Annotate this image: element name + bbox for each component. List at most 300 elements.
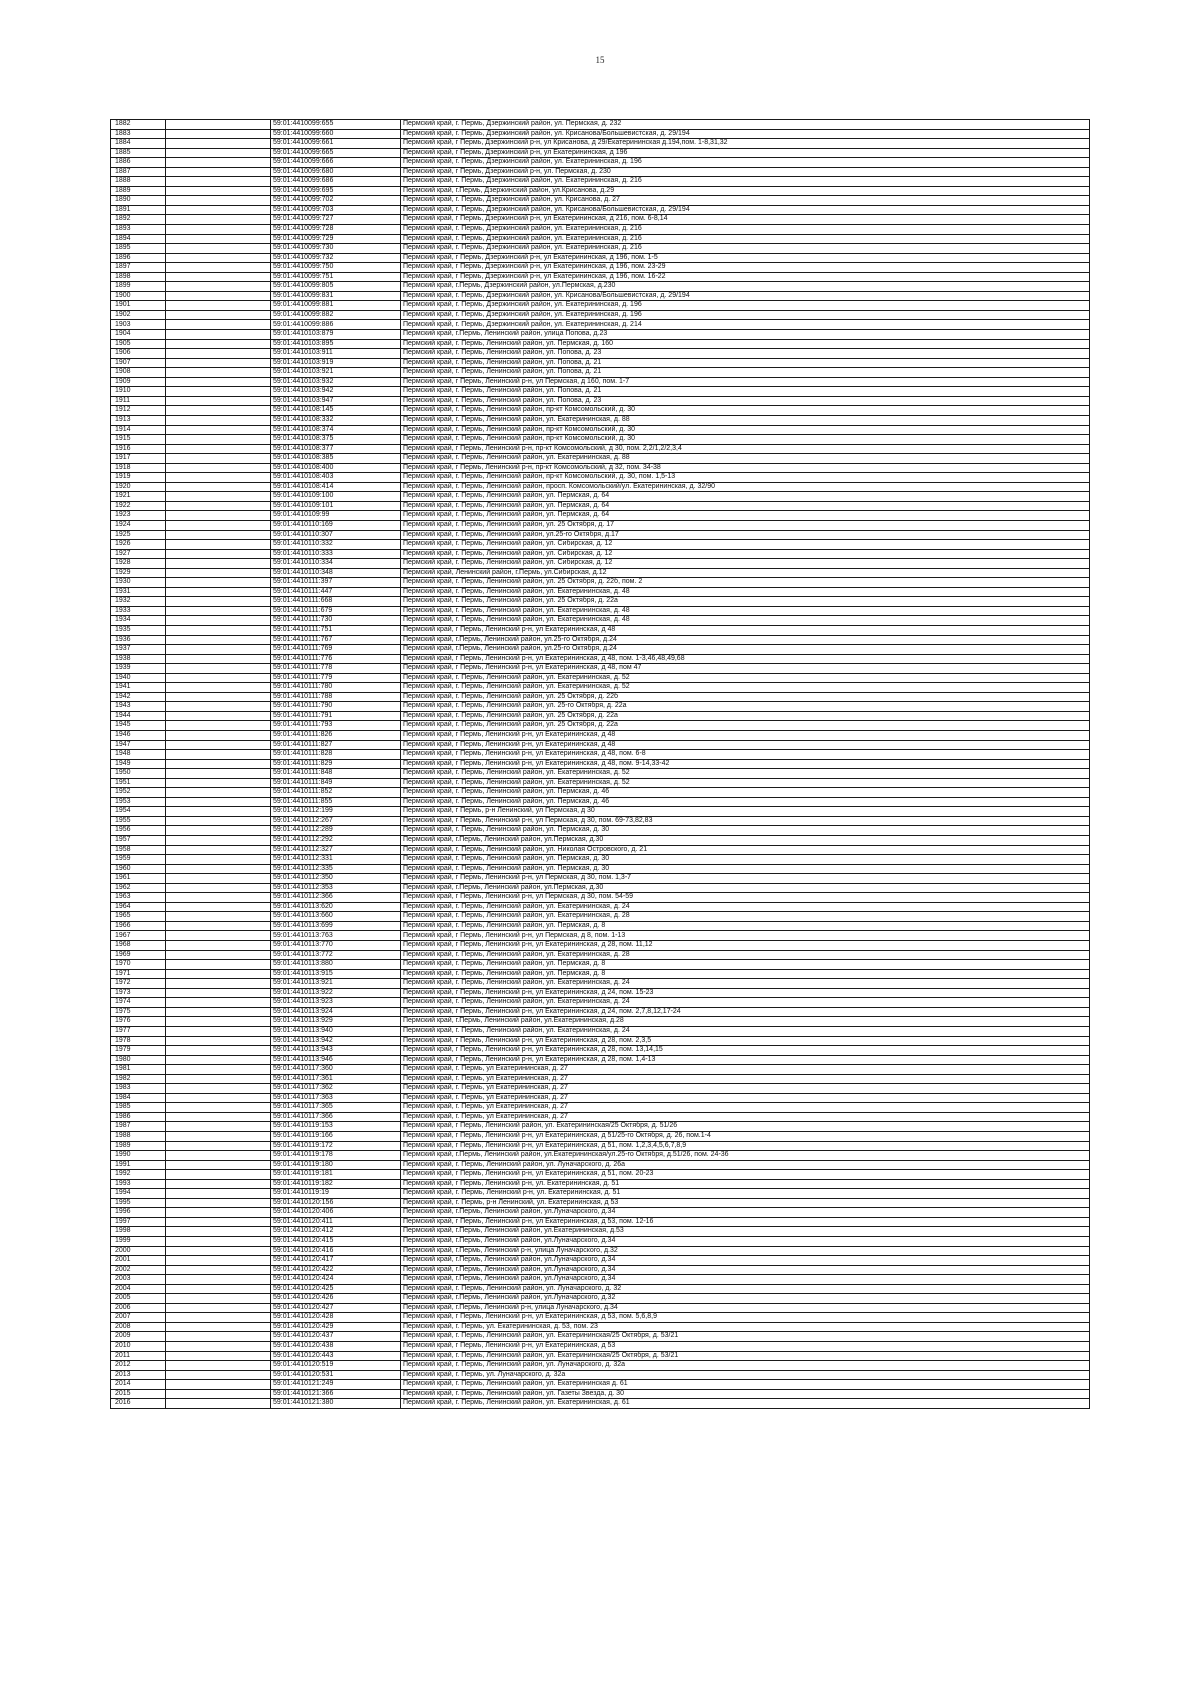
empty-cell [166, 1342, 271, 1352]
cadastral-number-cell: 59:01:4410120:415 [271, 1236, 401, 1246]
table-row [111, 444, 1090, 454]
empty-cell [166, 960, 271, 970]
row-number-cell: 1913 [111, 415, 166, 425]
row-number-cell: 1890 [111, 196, 166, 206]
cadastral-number-cell: 59:01:4410119:153 [271, 1122, 401, 1132]
address-cell: Пермский край, г. Пермь, Ленинский район, ул. Луначарского, д. 32а [401, 1361, 1090, 1371]
table-row [111, 234, 1090, 244]
address-cell: Пермский край, г Пермь, Дзержинский р-н, ул Крисанова, д 29/Екатерининская д.194,пом. 1-8,31,32 [401, 139, 1090, 149]
table-row [111, 339, 1090, 349]
cadastral-number-cell: 59:01:4410112:199 [271, 807, 401, 817]
address-cell: Пермский край, г. Пермь, Дзержинский район, ул. Крисанова/Большевистская, д. 29/194 [401, 291, 1090, 301]
cadastral-number-cell: 59:01:4410117:366 [271, 1112, 401, 1122]
cadastral-number-cell: 59:01:4410111:679 [271, 606, 401, 616]
address-cell: Пермский край, г. Пермь, Ленинский район, ул. Луначарского, д. 32 [401, 1284, 1090, 1294]
row-number-cell: 1993 [111, 1179, 166, 1189]
empty-cell [166, 1198, 271, 1208]
empty-cell [166, 454, 271, 464]
cadastral-number-cell: 59:01:4410120:406 [271, 1208, 401, 1218]
empty-cell [166, 530, 271, 540]
row-number-cell: 1991 [111, 1160, 166, 1170]
empty-cell [166, 158, 271, 168]
row-number-cell: 1918 [111, 463, 166, 473]
row-number-cell: 1946 [111, 731, 166, 741]
cadastral-number-cell: 59:01:4410111:778 [271, 664, 401, 674]
address-cell: Пермский край, г. Пермь, Ленинский район, ул. Попова, д. 21 [401, 387, 1090, 397]
table-row [111, 1275, 1090, 1285]
table-row [111, 368, 1090, 378]
cadastral-number-cell: 59:01:4410120:429 [271, 1322, 401, 1332]
address-cell: Пермский край, г.Пермь, Ленинский район, ул.Екатерининская, д.53 [401, 1227, 1090, 1237]
address-cell: Пермский край, г Пермь, Ленинский р-н, ул Екатерининская, д 24, пом. 15-23 [401, 988, 1090, 998]
address-cell: Пермский край, г.Пермь, Ленинский район, ул.Пермская, д.30 [401, 836, 1090, 846]
empty-cell [166, 1084, 271, 1094]
empty-cell [166, 1351, 271, 1361]
empty-cell [166, 1055, 271, 1065]
address-cell: Пермский край, г. Пермь, Ленинский район, ул. Пермская, д. 8 [401, 960, 1090, 970]
row-number-cell: 1947 [111, 740, 166, 750]
cadastral-number-cell: 59:01:4410108:414 [271, 482, 401, 492]
cadastral-number-cell: 59:01:4410111:447 [271, 587, 401, 597]
table-row [111, 635, 1090, 645]
cadastral-number-cell: 59:01:4410113:940 [271, 1026, 401, 1036]
empty-cell [166, 931, 271, 941]
address-cell: Пермский край, г. Пермь, ул Екатерининская, д. 27 [401, 1074, 1090, 1084]
address-cell: Пермский край, г.Пермь, Ленинский район, ул.Луначарского, д.32 [401, 1294, 1090, 1304]
table-row [111, 492, 1090, 502]
address-cell: Пермский край, г. Пермь, Дзержинский район, ул. Екатерининская, д. 196 [401, 158, 1090, 168]
empty-cell [166, 979, 271, 989]
row-number-cell: 1897 [111, 263, 166, 273]
cadastral-number-cell: 59:01:4410120:531 [271, 1370, 401, 1380]
empty-cell [166, 1236, 271, 1246]
address-cell: Пермский край, г. Пермь, Ленинский район, ул. Екатерининская, д. 52 [401, 769, 1090, 779]
row-number-cell: 1956 [111, 826, 166, 836]
empty-cell [166, 415, 271, 425]
empty-cell [166, 740, 271, 750]
cadastral-number-cell: 59:01:4410111:668 [271, 597, 401, 607]
cadastral-number-cell: 59:01:4410111:848 [271, 769, 401, 779]
empty-cell [166, 769, 271, 779]
empty-cell [166, 1284, 271, 1294]
address-cell: Пермский край, г. Пермь, Ленинский район, ул. Попова, д. 23 [401, 349, 1090, 359]
address-cell: Пермский край, г. Пермь, ул Екатерининская, д. 27 [401, 1065, 1090, 1075]
cadastral-number-cell: 59:01:4410117:361 [271, 1074, 401, 1084]
table-row [111, 349, 1090, 359]
table-row [111, 1151, 1090, 1161]
empty-cell [166, 1389, 271, 1399]
address-cell: Пермский край, г Пермь, Ленинский р-н, ул Екатерининская, д 24, пом. 2,7,8,12,17-24 [401, 1007, 1090, 1017]
table-row [111, 759, 1090, 769]
table-row [111, 454, 1090, 464]
table-row [111, 1103, 1090, 1113]
table-row [111, 1026, 1090, 1036]
table-row [111, 664, 1090, 674]
table-row [111, 272, 1090, 282]
address-cell: Пермский край, г. Пермь, Ленинский район, ул. Екатерининская, д. 24 [401, 902, 1090, 912]
address-cell: Пермский край, г. Пермь, Дзержинский район, ул. Крисанова/Большевистская, д. 29/194 [401, 205, 1090, 215]
table-row [111, 425, 1090, 435]
empty-cell [166, 1313, 271, 1323]
cadastral-number-cell: 59:01:4410110:332 [271, 540, 401, 550]
address-cell: Пермский край, г. Пермь, Ленинский район, ул. Пермская, д. 46 [401, 788, 1090, 798]
table-row [111, 673, 1090, 683]
address-cell: Пермский край, г. Пермь, Ленинский район, ул. Сибирская, д. 12 [401, 540, 1090, 550]
address-cell: Пермский край, г. Пермь, Ленинский район, ул. Луначарского, д. 26а [401, 1160, 1090, 1170]
page-number: 15 [595, 55, 605, 65]
address-cell: Пермский край, г. Пермь, Дзержинский район, ул. Крисанова, д. 27 [401, 196, 1090, 206]
address-cell: Пермский край, г. Пермь, Дзержинский район, ул. Екатерининская, д. 216 [401, 225, 1090, 235]
cadastral-number-cell: 59:01:4410111:788 [271, 692, 401, 702]
cadastral-number-cell: 59:01:4410119:166 [271, 1131, 401, 1141]
table-row [111, 931, 1090, 941]
row-number-cell: 1975 [111, 1007, 166, 1017]
address-cell: Пермский край, г.Пермь, Ленинский район, ул.Луначарского, д.34 [401, 1236, 1090, 1246]
table-row [111, 482, 1090, 492]
empty-cell [166, 702, 271, 712]
table-row [111, 177, 1090, 187]
address-cell: Пермский край, г. Пермь, Ленинский район, ул. Николая Островского, д. 21 [401, 845, 1090, 855]
address-cell: Пермский край, г. Пермь, Ленинский район, ул. Екатерининская, д. 28 [401, 950, 1090, 960]
row-number-cell: 1938 [111, 654, 166, 664]
table-row [111, 225, 1090, 235]
cadastral-number-cell: 59:01:4410112:289 [271, 826, 401, 836]
row-number-cell: 1994 [111, 1189, 166, 1199]
address-cell: Пермский край, г. Пермь, Дзержинский район, ул. Екатерининская, д. 216 [401, 177, 1090, 187]
address-cell: Пермский край, г. Пермь, Ленинский район, ул. Екатерининская, д. 88 [401, 454, 1090, 464]
address-cell: Пермский край, г. Пермь, Ленинский район, ул. 25 Октября, д. 22а [401, 711, 1090, 721]
address-cell: Пермский край, г. Пермь, Ленинский район, ул. Попова, д. 23 [401, 396, 1090, 406]
table-row [111, 683, 1090, 693]
address-cell: Пермский край, г. Пермь, р-н Ленинский, ул. Екатерининская, д 53 [401, 1198, 1090, 1208]
address-cell: Пермский край, г. Пермь, ул Екатерининская, д. 27 [401, 1112, 1090, 1122]
address-cell: Пермский край, г Пермь, Ленинский р-н, ул Екатерининская, д 48 [401, 731, 1090, 741]
row-number-cell: 2001 [111, 1256, 166, 1266]
empty-cell [166, 616, 271, 626]
cadastral-number-cell: 59:01:4410111:791 [271, 711, 401, 721]
table-row [111, 1399, 1090, 1409]
row-number-cell: 1982 [111, 1074, 166, 1084]
address-cell: Пермский край, г. Пермь, Ленинский район, ул. Екатерининская, д. 52 [401, 673, 1090, 683]
table-row [111, 902, 1090, 912]
address-cell: Пермский край, г.Пермь, Ленинский район, ул.Екатерининская, д.28 [401, 1017, 1090, 1027]
empty-cell [166, 750, 271, 760]
empty-cell [166, 568, 271, 578]
cadastral-number-cell: 59:01:4410120:411 [271, 1217, 401, 1227]
row-number-cell: 1942 [111, 692, 166, 702]
table-row [111, 1370, 1090, 1380]
empty-cell [166, 998, 271, 1008]
row-number-cell: 1963 [111, 893, 166, 903]
empty-cell [166, 406, 271, 416]
cadastral-number-cell: 59:01:4410111:769 [271, 645, 401, 655]
empty-cell [166, 482, 271, 492]
address-cell: Пермский край, г.Пермь, Ленинский район, ул.Луначарского, д.34 [401, 1275, 1090, 1285]
table-row [111, 587, 1090, 597]
row-number-cell: 1893 [111, 225, 166, 235]
table-row [111, 616, 1090, 626]
table-row [111, 1084, 1090, 1094]
empty-cell [166, 797, 271, 807]
empty-cell [166, 807, 271, 817]
cadastral-number-cell: 59:01:4410099:831 [271, 291, 401, 301]
cadastral-number-cell: 59:01:4410103:942 [271, 387, 401, 397]
empty-cell [166, 721, 271, 731]
empty-cell [166, 511, 271, 521]
table-row [111, 167, 1090, 177]
empty-cell [166, 1026, 271, 1036]
cadastral-number-cell: 59:01:4410099:729 [271, 234, 401, 244]
table-row [111, 1131, 1090, 1141]
row-number-cell: 1971 [111, 969, 166, 979]
row-number-cell: 1886 [111, 158, 166, 168]
cadastral-number-cell: 59:01:4410113:772 [271, 950, 401, 960]
address-cell: Пермский край, г Пермь, Дзержинский р-н, ул Екатерининская, д 196 [401, 148, 1090, 158]
table-row [111, 1093, 1090, 1103]
empty-cell [166, 826, 271, 836]
row-number-cell: 1996 [111, 1208, 166, 1218]
cadastral-number-cell: 59:01:4410111:397 [271, 578, 401, 588]
table-row [111, 1236, 1090, 1246]
empty-cell [166, 778, 271, 788]
address-cell: Пермский край, г Пермь, Ленинский р-н, ул Екатерининская, д 53 [401, 1342, 1090, 1352]
cadastral-number-cell: 59:01:4410119:180 [271, 1160, 401, 1170]
address-cell: Пермский край, г. Пермь, Ленинский район, ул. Сибирская, д. 12 [401, 549, 1090, 559]
address-cell: Пермский край, г Пермь, Ленинский р-н, ул Екатерининская, д 51, пом. 20-23 [401, 1170, 1090, 1180]
row-number-cell: 1882 [111, 120, 166, 130]
table-row [111, 1074, 1090, 1084]
row-number-cell: 2005 [111, 1294, 166, 1304]
table-row [111, 377, 1090, 387]
row-number-cell: 2010 [111, 1342, 166, 1352]
table-row [111, 864, 1090, 874]
table-row [111, 1351, 1090, 1361]
row-number-cell: 2003 [111, 1275, 166, 1285]
address-cell: Пермский край, г Пермь, Ленинский р-н, ул Пермская, д 30, пом. 69-73,82,83 [401, 816, 1090, 826]
table-row [111, 1217, 1090, 1227]
empty-cell [166, 1017, 271, 1027]
address-cell: Пермский край, г. Пермь, Ленинский район, пр-кт Комсомольский, д. 30 [401, 435, 1090, 445]
row-number-cell: 1933 [111, 606, 166, 616]
address-cell: Пермский край, г Пермь, Ленинский р-н, ул Екатерининская, д 28, пом. 2,3,5 [401, 1036, 1090, 1046]
address-cell: Пермский край, г.Пермь, Ленинский район, ул.25-го Октября, д.24 [401, 645, 1090, 655]
empty-cell [166, 1332, 271, 1342]
empty-cell [166, 1227, 271, 1237]
address-cell: Пермский край, г. Пермь, Ленинский район, ул. 25 Октября, д. 22а [401, 721, 1090, 731]
cadastral-number-cell: 59:01:4410103:947 [271, 396, 401, 406]
empty-cell [166, 1151, 271, 1161]
row-number-cell: 1891 [111, 205, 166, 215]
address-cell: Пермский край, Ленинский район, г.Пермь, ул.Сибирская, д.12 [401, 568, 1090, 578]
cadastral-number-cell: 59:01:4410113:943 [271, 1046, 401, 1056]
cadastral-number-cell: 59:01:4410120:424 [271, 1275, 401, 1285]
table-row [111, 559, 1090, 569]
cadastral-number-cell: 59:01:4410120:412 [271, 1227, 401, 1237]
table-row [111, 979, 1090, 989]
table-row [111, 1284, 1090, 1294]
address-cell: Пермский край, г. Пермь, Дзержинский район, ул. Екатерининская, д. 214 [401, 320, 1090, 330]
row-number-cell: 1887 [111, 167, 166, 177]
cadastral-number-cell: 59:01:4410113:880 [271, 960, 401, 970]
address-cell: Пермский край, г.Пермь, Ленинский р-н, улица Луначарского, д.34 [401, 1303, 1090, 1313]
empty-cell [166, 282, 271, 292]
address-cell: Пермский край, г. Пермь, Ленинский район, ул. Пермская, д. 8 [401, 921, 1090, 931]
address-cell: Пермский край, г. Пермь, Ленинский район, ул. 25 Октября, д. 22а [401, 597, 1090, 607]
address-cell: Пермский край, г. Пермь, Ленинский район, ул. Екатерининская, д. 48 [401, 587, 1090, 597]
address-cell: Пермский край, г Пермь, Ленинский р-н, ул Екатерининская, д 48, пом. 6-8 [401, 750, 1090, 760]
row-number-cell: 1923 [111, 511, 166, 521]
address-cell: Пермский край, г Пермь, Ленинский р-н, ул. Екатерининская, д. 51 [401, 1179, 1090, 1189]
empty-cell [166, 1217, 271, 1227]
empty-cell [166, 396, 271, 406]
cadastral-number-cell: 59:01:4410099:703 [271, 205, 401, 215]
cadastral-number-cell: 59:01:4410119:178 [271, 1151, 401, 1161]
empty-cell [166, 816, 271, 826]
address-cell: Пермский край, г. Пермь, ул Екатерининская, д. 27 [401, 1093, 1090, 1103]
row-number-cell: 1902 [111, 310, 166, 320]
address-cell: Пермский край, г. Пермь, ул Екатерининская, д. 27 [401, 1103, 1090, 1113]
empty-cell [166, 759, 271, 769]
table-row [111, 1189, 1090, 1199]
cadastral-number-cell: 59:01:4410113:942 [271, 1036, 401, 1046]
empty-cell [166, 1074, 271, 1084]
row-number-cell: 1895 [111, 244, 166, 254]
address-cell: Пермский край, г. Пермь, Ленинский район, ул. Екатерининская/25 Октября, д. 53/21 [401, 1351, 1090, 1361]
table-row [111, 1160, 1090, 1170]
cadastral-number-cell: 59:01:4410120:438 [271, 1342, 401, 1352]
table-row [111, 396, 1090, 406]
row-number-cell: 1919 [111, 473, 166, 483]
empty-cell [166, 912, 271, 922]
empty-cell [166, 1160, 271, 1170]
cadastral-number-cell: 59:01:4410099:680 [271, 167, 401, 177]
address-cell: Пермский край, г Пермь, Ленинский р-н, ул Екатерининская, д 48 [401, 740, 1090, 750]
table-row [111, 1246, 1090, 1256]
cadastral-number-cell: 59:01:4410113:924 [271, 1007, 401, 1017]
empty-cell [166, 1093, 271, 1103]
empty-cell [166, 921, 271, 931]
empty-cell [166, 836, 271, 846]
cadastral-number-cell: 59:01:4410113:923 [271, 998, 401, 1008]
table-row [111, 1361, 1090, 1371]
address-cell: Пермский край, г. Пермь, Ленинский район, пр-кт Комсомольский, д. 30 [401, 406, 1090, 416]
row-number-cell: 1968 [111, 941, 166, 951]
table-row [111, 358, 1090, 368]
cadastral-number-cell: 59:01:4410112:292 [271, 836, 401, 846]
empty-cell [166, 883, 271, 893]
row-number-cell: 1889 [111, 186, 166, 196]
empty-cell [166, 664, 271, 674]
cadastral-number-cell: 59:01:4410120:427 [271, 1303, 401, 1313]
row-number-cell: 1937 [111, 645, 166, 655]
address-cell: Пермский край, г. Пермь, Ленинский район, ул. Екатерининская, д. 24 [401, 1026, 1090, 1036]
cadastral-number-cell: 59:01:4410117:362 [271, 1084, 401, 1094]
row-number-cell: 1926 [111, 540, 166, 550]
cadastral-number-cell: 59:01:4410099:750 [271, 263, 401, 273]
row-number-cell: 1998 [111, 1227, 166, 1237]
empty-cell [166, 635, 271, 645]
cadastral-number-cell: 59:01:4410103:911 [271, 349, 401, 359]
table-row [111, 750, 1090, 760]
row-number-cell: 1969 [111, 950, 166, 960]
address-cell: Пермский край, г Пермь, Дзержинский р-н, ул. Пермская, д. 230 [401, 167, 1090, 177]
empty-cell [166, 950, 271, 960]
table-row [111, 1046, 1090, 1056]
address-cell: Пермский край, г. Пермь, Ленинский район, ул. Екатерининская/25 Октября, д. 53/21 [401, 1332, 1090, 1342]
row-number-cell: 1922 [111, 501, 166, 511]
empty-cell [166, 1361, 271, 1371]
address-cell: Пермский край, г. Пермь, Ленинский район, пр-кт Комсомольский, д. 30 [401, 425, 1090, 435]
cadastral-number-cell: 59:01:4410120:416 [271, 1246, 401, 1256]
table-row [111, 1256, 1090, 1266]
address-cell: Пермский край, г.Пермь, Дзержинский район, ул.Крисанова, д.29 [401, 186, 1090, 196]
table-row [111, 597, 1090, 607]
table-row [111, 816, 1090, 826]
cadastral-number-cell: 59:01:4410099:732 [271, 253, 401, 263]
cadastral-number-cell: 59:01:4410099:805 [271, 282, 401, 292]
row-number-cell: 1992 [111, 1170, 166, 1180]
address-cell: Пермский край, г.Пермь, Ленинский р-н, улица Луначарского, д.32 [401, 1246, 1090, 1256]
table-row [111, 988, 1090, 998]
cadastral-number-cell: 59:01:4410099:751 [271, 272, 401, 282]
empty-cell [166, 1131, 271, 1141]
row-number-cell: 1987 [111, 1122, 166, 1132]
address-cell: Пермский край, г Пермь, Ленинский р-н, ул Пермская, д 30, пом. 54-59 [401, 893, 1090, 903]
table-row [111, 473, 1090, 483]
cadastral-number-cell: 59:01:4410110:348 [271, 568, 401, 578]
row-number-cell: 1929 [111, 568, 166, 578]
table-row [111, 501, 1090, 511]
cadastral-number-cell: 59:01:4410110:333 [271, 549, 401, 559]
table-row [111, 845, 1090, 855]
row-number-cell: 1910 [111, 387, 166, 397]
cadastral-number-cell: 59:01:4410120:156 [271, 1198, 401, 1208]
cadastral-number-cell: 59:01:4410112:327 [271, 845, 401, 855]
cadastral-number-cell: 59:01:4410099:727 [271, 215, 401, 225]
table-row [111, 711, 1090, 721]
cadastral-number-cell: 59:01:4410113:699 [271, 921, 401, 931]
row-number-cell: 1997 [111, 1217, 166, 1227]
address-cell: Пермский край, г.Пермь, Ленинский район, ул.Луначарского, д.34 [401, 1265, 1090, 1275]
table-row [111, 645, 1090, 655]
empty-cell [166, 425, 271, 435]
row-number-cell: 1978 [111, 1036, 166, 1046]
row-number-cell: 1916 [111, 444, 166, 454]
table-row [111, 387, 1090, 397]
row-number-cell: 1883 [111, 129, 166, 139]
row-number-cell: 1972 [111, 979, 166, 989]
empty-cell [166, 1170, 271, 1180]
cadastral-number-cell: 59:01:4410112:366 [271, 893, 401, 903]
row-number-cell: 1904 [111, 330, 166, 340]
empty-cell [166, 969, 271, 979]
row-number-cell: 1985 [111, 1103, 166, 1113]
empty-cell [166, 139, 271, 149]
address-cell: Пермский край, г. Пермь, Ленинский район, ул. 25-го Октября, д. 22а [401, 702, 1090, 712]
cadastral-number-cell: 59:01:4410099:665 [271, 148, 401, 158]
empty-cell [166, 845, 271, 855]
table-row [111, 1122, 1090, 1132]
empty-cell [166, 368, 271, 378]
table-row [111, 540, 1090, 550]
table-row [111, 1198, 1090, 1208]
empty-cell [166, 941, 271, 951]
cadastral-number-cell: 59:01:4410111:730 [271, 616, 401, 626]
address-cell: Пермский край, г. Пермь, ул Екатерининская, д. 27 [401, 1084, 1090, 1094]
empty-cell [166, 1103, 271, 1113]
table-row [111, 883, 1090, 893]
cadastral-number-cell: 59:01:4410108:400 [271, 463, 401, 473]
